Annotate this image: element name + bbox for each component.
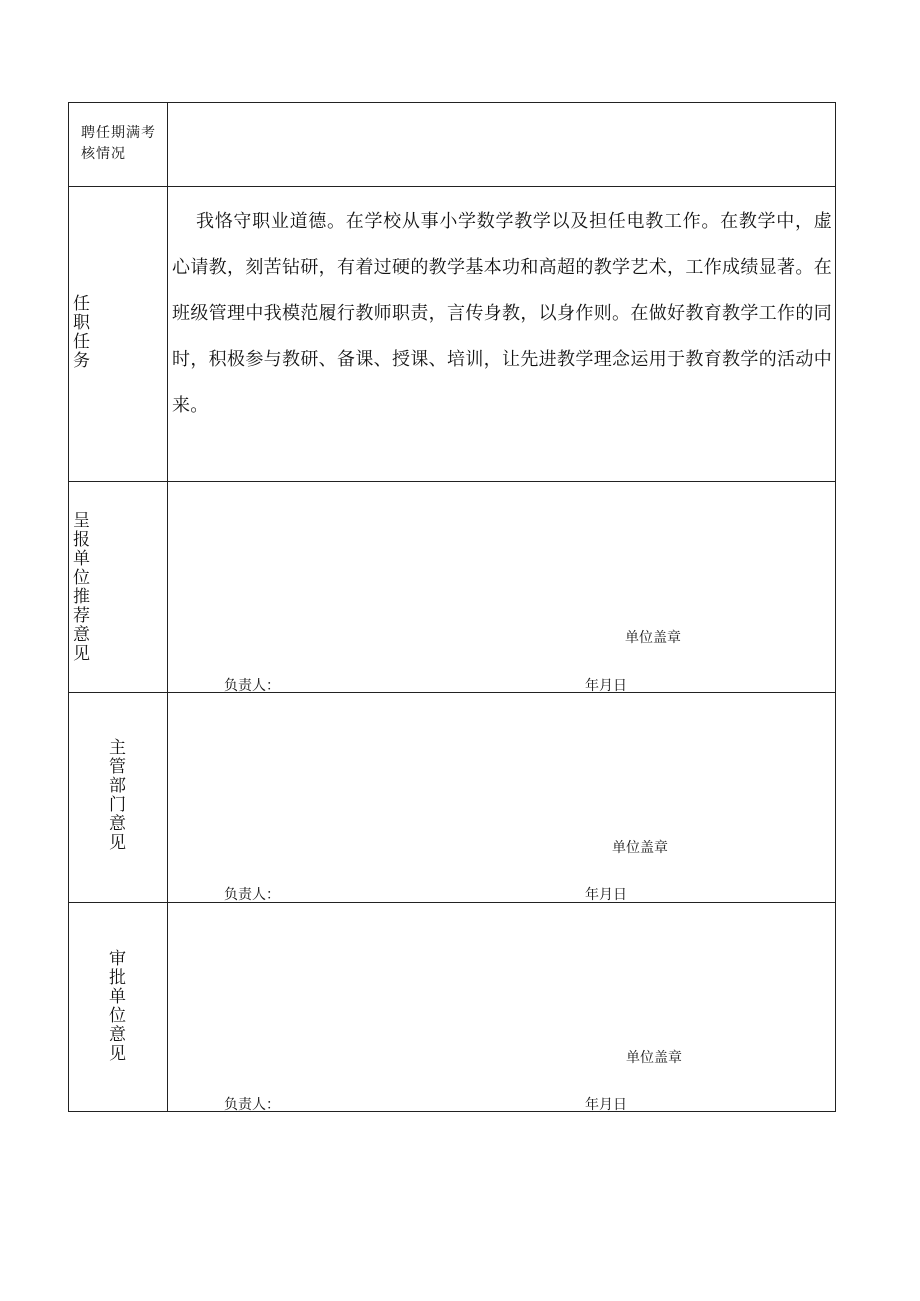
duties-body-text: 我恪守职业道德。在学校从事小学数学教学以及担任电教工作。在教学中，虚心请教，刻苦钻研，有着过硬的教学基本功和高超的教学艺术，工作成绩显著。在班级管理中我模范履行教师职责，言传身教，以身作则。在做好教育教学工作的同时，积极参与教研、备课、授课、培训，让先进教学理念运用于教育教学的活动中来。 — [172, 211, 832, 416]
signer-label: 负责人： — [224, 1097, 280, 1113]
approving-unit-label: 审批单位意见 — [109, 949, 126, 1064]
term-appraisal-content — [168, 103, 835, 186]
term-appraisal-label: 聘任期满考核情况 — [81, 125, 156, 162]
approving-unit-content — [168, 903, 835, 1111]
unit-seal-label: 单位盖章 — [626, 1050, 682, 1066]
duties-label: 任职任务 — [73, 294, 90, 371]
supervising-dept-content — [168, 693, 835, 902]
signer-label: 负责人： — [224, 887, 280, 903]
row-reporting-unit-opinion — [69, 482, 835, 693]
date-label: 年月日 — [585, 1097, 627, 1113]
signer-label: 负责人： — [224, 678, 280, 694]
reporting-unit-content — [168, 482, 835, 692]
date-label: 年月日 — [585, 887, 627, 903]
supervising-dept-label: 主管部门意见 — [109, 738, 126, 853]
row-term-appraisal — [69, 103, 835, 187]
label-cell — [69, 103, 168, 186]
appraisal-form-table — [68, 102, 836, 1112]
label-cell — [69, 187, 168, 481]
duties-content — [168, 187, 835, 481]
label-cell — [69, 903, 168, 1111]
reporting-unit-label: 呈报单位推荐意见 — [73, 511, 90, 664]
unit-seal-label: 单位盖章 — [625, 630, 681, 646]
label-cell — [69, 693, 168, 902]
row-approving-unit-opinion — [69, 903, 835, 1111]
label-cell — [69, 482, 168, 692]
unit-seal-label: 单位盖章 — [612, 840, 668, 856]
date-label: 年月日 — [585, 678, 627, 694]
row-duties — [69, 187, 835, 482]
row-supervising-dept-opinion — [69, 693, 835, 903]
